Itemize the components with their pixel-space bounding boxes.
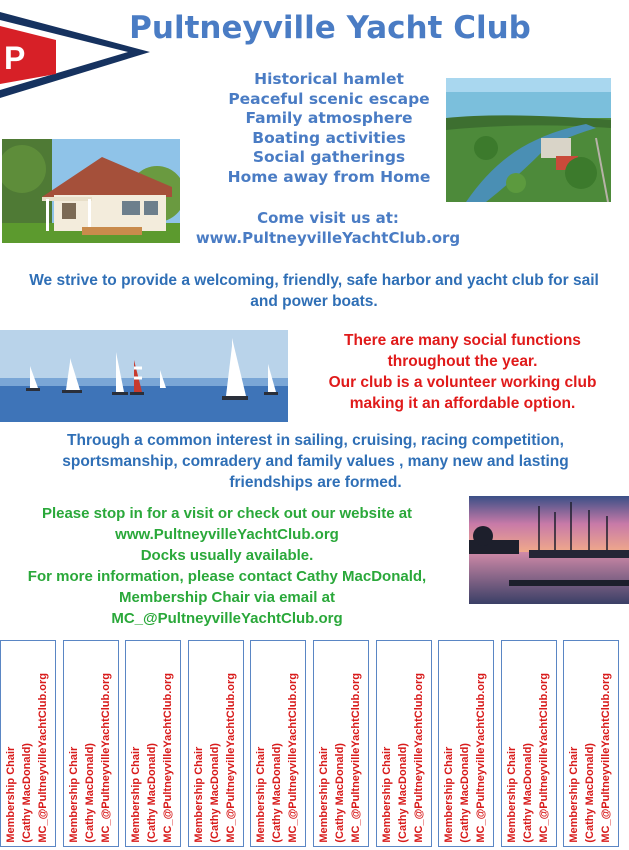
contact-email-link[interactable]: MC_@PultneyvilleYachtClub.org — [111, 610, 343, 627]
tab-contact-text — [379, 673, 427, 843]
aerial-harbor-photo — [446, 78, 611, 202]
tab-line3: MC_@PultneyvilleYachtClub.org — [475, 673, 487, 843]
tab-line2: (Cathy MacDonald) — [84, 743, 96, 843]
tear-off-tab — [250, 640, 306, 847]
tear-off-tab — [376, 640, 432, 847]
common-interest-text: Through a common interest in sailing, cruising, racing competition, sportsmanship, comradery and family values , many new and lasting friendships are formed. — [62, 432, 569, 491]
contact-line: Docks usually available. — [140, 547, 314, 564]
mission-statement: We strive to provide a welcoming, friendly, safe harbor and yacht club for sail and power boats. — [29, 272, 599, 310]
visit-heading: Come visit us at: — [257, 209, 399, 227]
tab-line3: MC_@PultneyvilleYachtClub.org — [100, 673, 112, 843]
social-line: Our club is a volunteer working club — [328, 374, 597, 391]
page-title: Pultneyville Yacht Club — [129, 10, 531, 46]
tab-contact-text — [3, 673, 51, 843]
tab-line3: MC_@PultneyvilleYachtClub.org — [413, 673, 425, 843]
feature-item: Social gatherings — [252, 148, 406, 166]
tear-off-tab — [188, 640, 244, 847]
tab-line1: Membership Chair — [443, 747, 455, 843]
tab-line2: (Cathy MacDonald) — [334, 743, 346, 843]
tab-line3: MC_@PultneyvilleYachtClub.org — [600, 673, 612, 843]
tear-off-tab — [563, 640, 619, 847]
feature-list — [205, 70, 453, 187]
tab-line2: (Cathy MacDonald) — [21, 743, 33, 843]
tab-line1: Membership Chair — [318, 747, 330, 843]
tab-contact-text — [128, 673, 176, 843]
burgee-letter: P — [4, 40, 26, 76]
house-photo — [2, 139, 180, 243]
social-line: making it an affordable option. — [349, 395, 576, 412]
sailboats-photo — [0, 330, 288, 422]
tab-contact-text — [566, 673, 614, 843]
social-line: There are many social functions — [344, 332, 581, 349]
contact-url-link[interactable]: www.PultneyvilleYachtClub.org — [115, 526, 339, 543]
tear-off-tab — [125, 640, 181, 847]
tear-off-tab — [313, 640, 369, 847]
visit-url-link[interactable]: www.PultneyvilleYachtClub.org — [195, 229, 461, 247]
tab-line3: MC_@PultneyvilleYachtClub.org — [538, 673, 550, 843]
contact-line: Please stop in for a visit or check out our website at — [41, 505, 413, 522]
tab-line1: Membership Chair — [255, 747, 267, 843]
tab-line3: MC_@PultneyvilleYachtClub.org — [350, 673, 362, 843]
tab-line2: (Cathy MacDonald) — [522, 743, 534, 843]
tab-contact-text — [441, 673, 489, 843]
tab-line2: (Cathy MacDonald) — [459, 743, 471, 843]
feature-item: Boating activities — [252, 128, 406, 147]
contact-block — [4, 503, 450, 629]
feature-item: Historical hamlet — [254, 70, 404, 88]
tear-off-tab — [438, 640, 494, 847]
feature-item: Home away from Home — [227, 167, 431, 186]
tab-line3: MC_@PultneyvilleYachtClub.org — [162, 673, 174, 843]
visit-block — [168, 208, 488, 248]
tab-line1: Membership Chair — [68, 747, 80, 843]
contact-line: Membership Chair via email at — [119, 589, 335, 606]
feature-item: Family atmosphere — [245, 109, 413, 127]
tab-line1: Membership Chair — [381, 747, 393, 843]
contact-line: For more information, please contact Cathy MacDonald, — [27, 568, 427, 585]
tab-contact-text — [316, 673, 364, 843]
tab-contact-text — [191, 673, 239, 843]
social-line: throughout the year. — [387, 353, 538, 370]
marina-sunset-photo — [469, 496, 629, 604]
tear-off-tab — [63, 640, 119, 847]
social-functions-text — [300, 330, 625, 414]
tear-off-tabs — [0, 640, 629, 850]
tab-contact-text — [504, 673, 552, 843]
tab-line1: Membership Chair — [5, 747, 17, 843]
tab-line1: Membership Chair — [568, 747, 580, 843]
tab-line2: (Cathy MacDonald) — [146, 743, 158, 843]
tab-line3: MC_@PultneyvilleYachtClub.org — [287, 673, 299, 843]
tear-off-tab — [0, 640, 56, 847]
tab-line2: (Cathy MacDonald) — [584, 743, 596, 843]
tab-line2: (Cathy MacDonald) — [209, 743, 221, 843]
tab-line1: Membership Chair — [130, 747, 142, 843]
tab-line1: Membership Chair — [506, 747, 518, 843]
tab-contact-text — [253, 673, 301, 843]
tab-line1: Membership Chair — [193, 747, 205, 843]
tear-off-tab — [501, 640, 557, 847]
tab-line2: (Cathy MacDonald) — [271, 743, 283, 843]
tab-line3: MC_@PultneyvilleYachtClub.org — [225, 673, 237, 843]
tab-contact-text — [66, 673, 114, 843]
tab-line3: MC_@PultneyvilleYachtClub.org — [37, 673, 49, 843]
feature-item: Peaceful scenic escape — [228, 89, 430, 108]
tab-line2: (Cathy MacDonald) — [397, 743, 409, 843]
